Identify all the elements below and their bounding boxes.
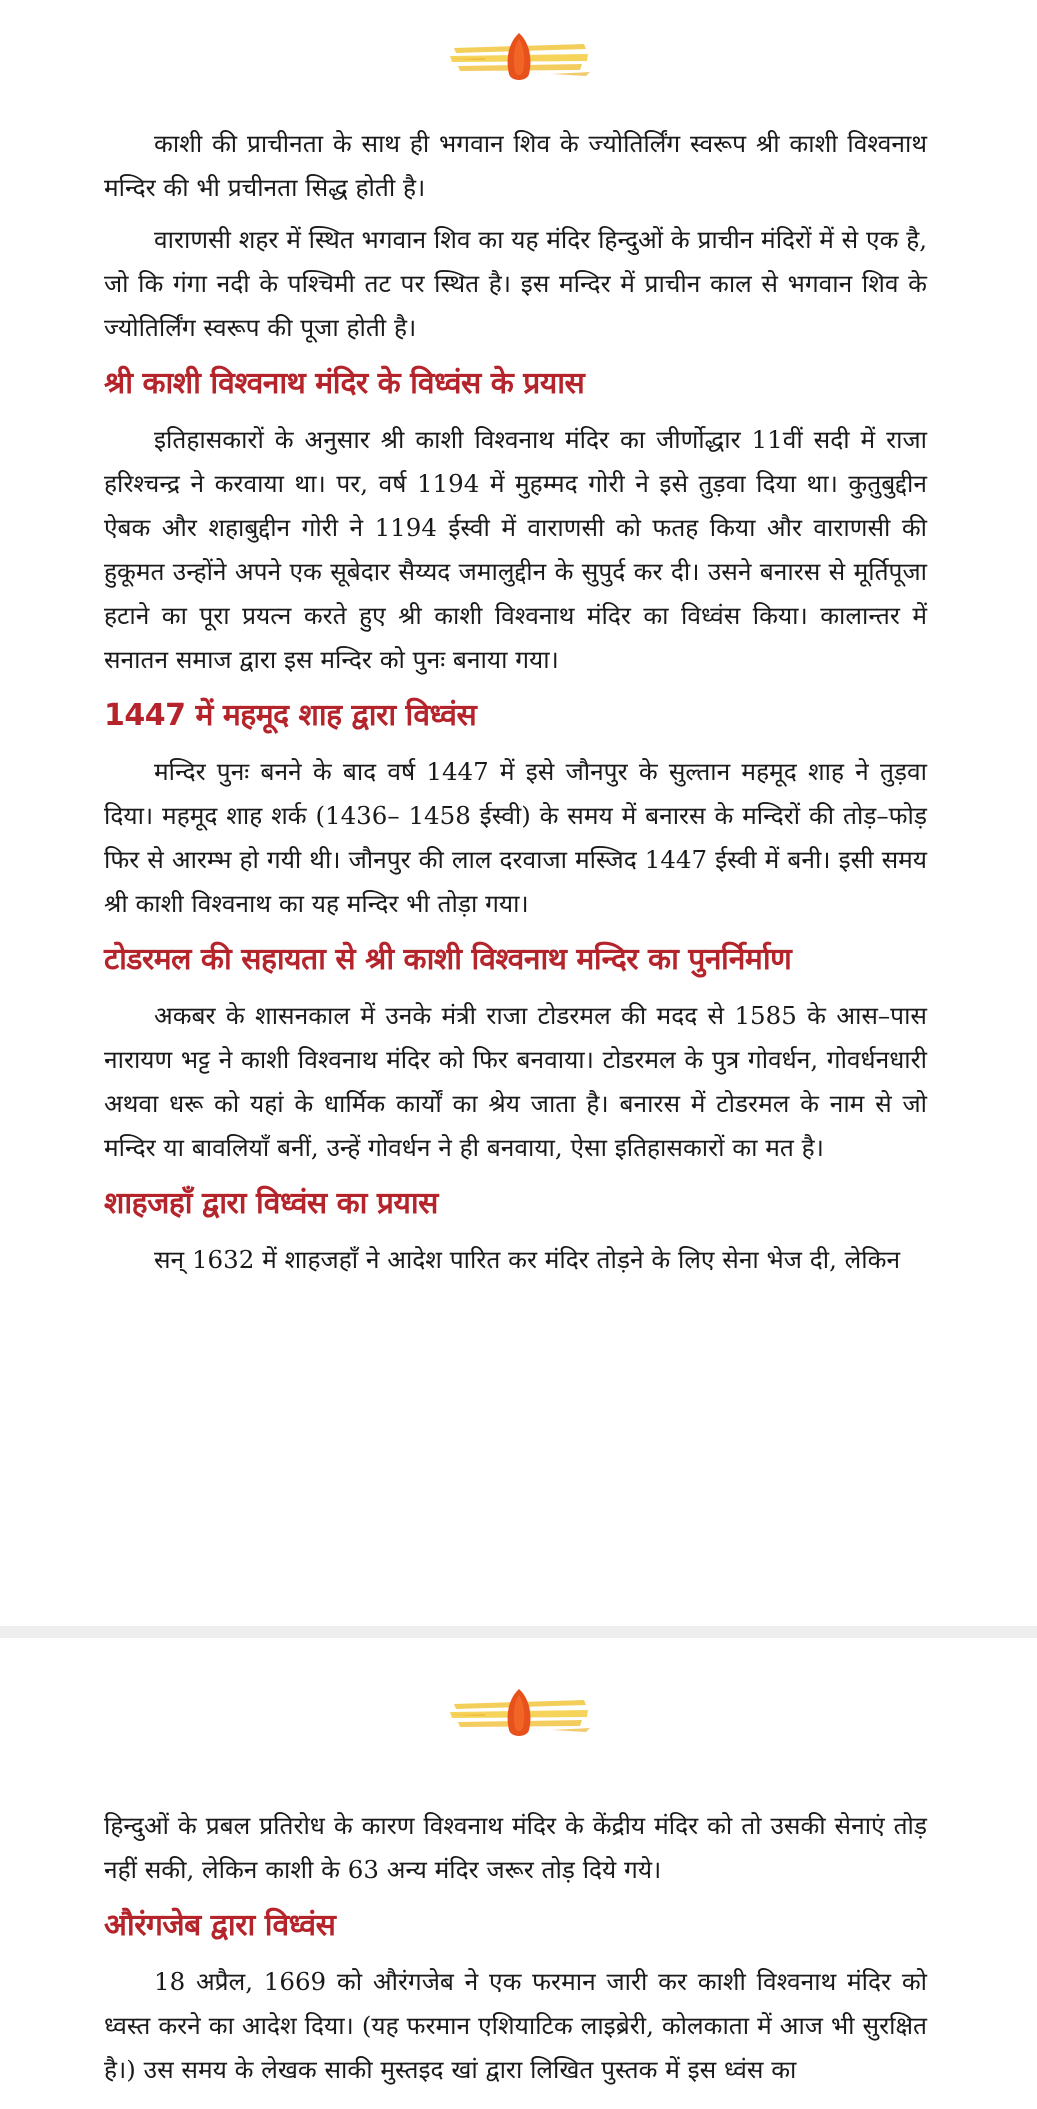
section-heading: 1447 में महमूद शाह द्वारा विध्वंस: [104, 698, 477, 733]
paragraph: वाराणसी शहर में स्थित भगवान शिव का यह मंदिर हिन्दुओं के प्राचीन मंदिरों में से एक है, जो कि गंगा नदी के पश्चिमी तट पर स्थित है। इस मन्दिर में प्राचीन काल से भगवान शिव के ज्योतिर्लिंग स्वरूप की पूजा होती है।: [104, 225, 927, 342]
page-2-content: [104, 1804, 927, 2100]
paragraph: काशी की प्राचीनता के साथ ही भगवान शिव के ज्योतिर्लिंग स्वरूप श्री काशी विश्वनाथ मन्दिर की भी प्रचीनता सिद्ध होती है।: [104, 129, 927, 202]
page-separator: [0, 1626, 1037, 1638]
section-heading: टोडरमल की सहायता से श्री काशी विश्वनाथ मन्दिर का पुनर्निर्माण: [104, 942, 792, 977]
tilak-brush-icon: [446, 1686, 592, 1742]
page-1-content: [104, 122, 927, 1290]
section-heading: श्री काशी विश्वनाथ मंदिर के विध्वंस के प्रयास: [104, 366, 585, 401]
page-2: [0, 1638, 1037, 2109]
paragraph: मन्दिर पुनः बनने के बाद वर्ष 1447 में इसे जौनपुर के सुल्तान महमूद शाह ने तुड़वा दिया। महमूद शाह शर्क (1436– 1458 ईस्वी) के समय में बनारस के मन्दिरों की तोड़–फोड़ फिर से आरम्भ हो गयी थी। जौनपुर की लाल दरवाजा मस्जिद 1447 ईस्वी में बनी। इसी समय श्री काशी विश्वनाथ का यह मन्दिर भी तोड़ा गया।: [104, 757, 927, 918]
section-heading: शाहजहाँ द्वारा विध्वंस का प्रयास: [104, 1186, 438, 1221]
section-heading: औरंगजेब द्वारा विध्वंस: [104, 1908, 336, 1943]
paragraph: 18 अप्रैल, 1669 को औरंगजेब ने एक फरमान जारी कर काशी विश्वनाथ मंदिर को ध्वस्त करने का आदेश दिया। (यह फरमान एशियाटिक लाइब्रेरी, कोलकाता में आज भी सुरक्षित है।) उस समय के लेखक साकी मुस्तइद खां द्वारा लिखित पुस्तक में इस ध्वंस का: [104, 1967, 927, 2084]
paragraph: हिन्दुओं के प्रबल प्रतिरोध के कारण विश्वनाथ मंदिर के केंद्रीय मंदिर को तो उसकी सेनाएं तोड़ नहीं सकी, लेकिन काशी के 63 अन्य मंदिर जरूर तोड़ दिये गये।: [104, 1811, 927, 1884]
paragraph: इतिहासकारों के अनुसार श्री काशी विश्वनाथ मंदिर का जीर्णोद्धार 11वीं सदी में राजा हरिश्चन्द्र ने करवाया था। पर, वर्ष 1194 में मुहम्मद गोरी ने इसे तुड़वा दिया था। कुतुबुद्दीन ऐबक और शहाबुद्दीन गोरी ने 1194 ईस्वी में वाराणसी को फतह किया और वाराणसी की हुकूमत उन्होंने अपने एक सूबेदार सैय्यद जमालुद्दीन के सुपुर्द कर दी। उसने बनारस से मूर्तिपूजा हटाने का पूरा प्रयत्न करते हुए श्री काशी विश्वनाथ मंदिर का विध्वंस किया। कालान्तर में सनातन समाज द्वारा इस मन्दिर को पुनः बनाया गया।: [104, 425, 927, 674]
tilak-brush-icon: [446, 30, 592, 86]
paragraph: अकबर के शासनकाल में उनके मंत्री राजा टोडरमल की मदद से 1585 के आस–पास नारायण भट्ट ने काशी विश्वनाथ मंदिर को फिर बनवाया। टोडरमल के पुत्र गोवर्धन, गोवर्धनधारी अथवा धरू को यहां के धार्मिक कार्यों का श्रेय जाता है। बनारस में टोडरमल के नाम से जो मन्दिर या बावलियाँ बनीं, उन्हें गोवर्धन ने ही बनवाया, ऐसा इतिहासकारों का मत है।: [104, 1001, 927, 1162]
paragraph: सन् 1632 में शाहजहाँ ने आदेश पारित कर मंदिर तोड़ने के लिए सेना भेज दी, लेकिन: [154, 1245, 901, 1274]
